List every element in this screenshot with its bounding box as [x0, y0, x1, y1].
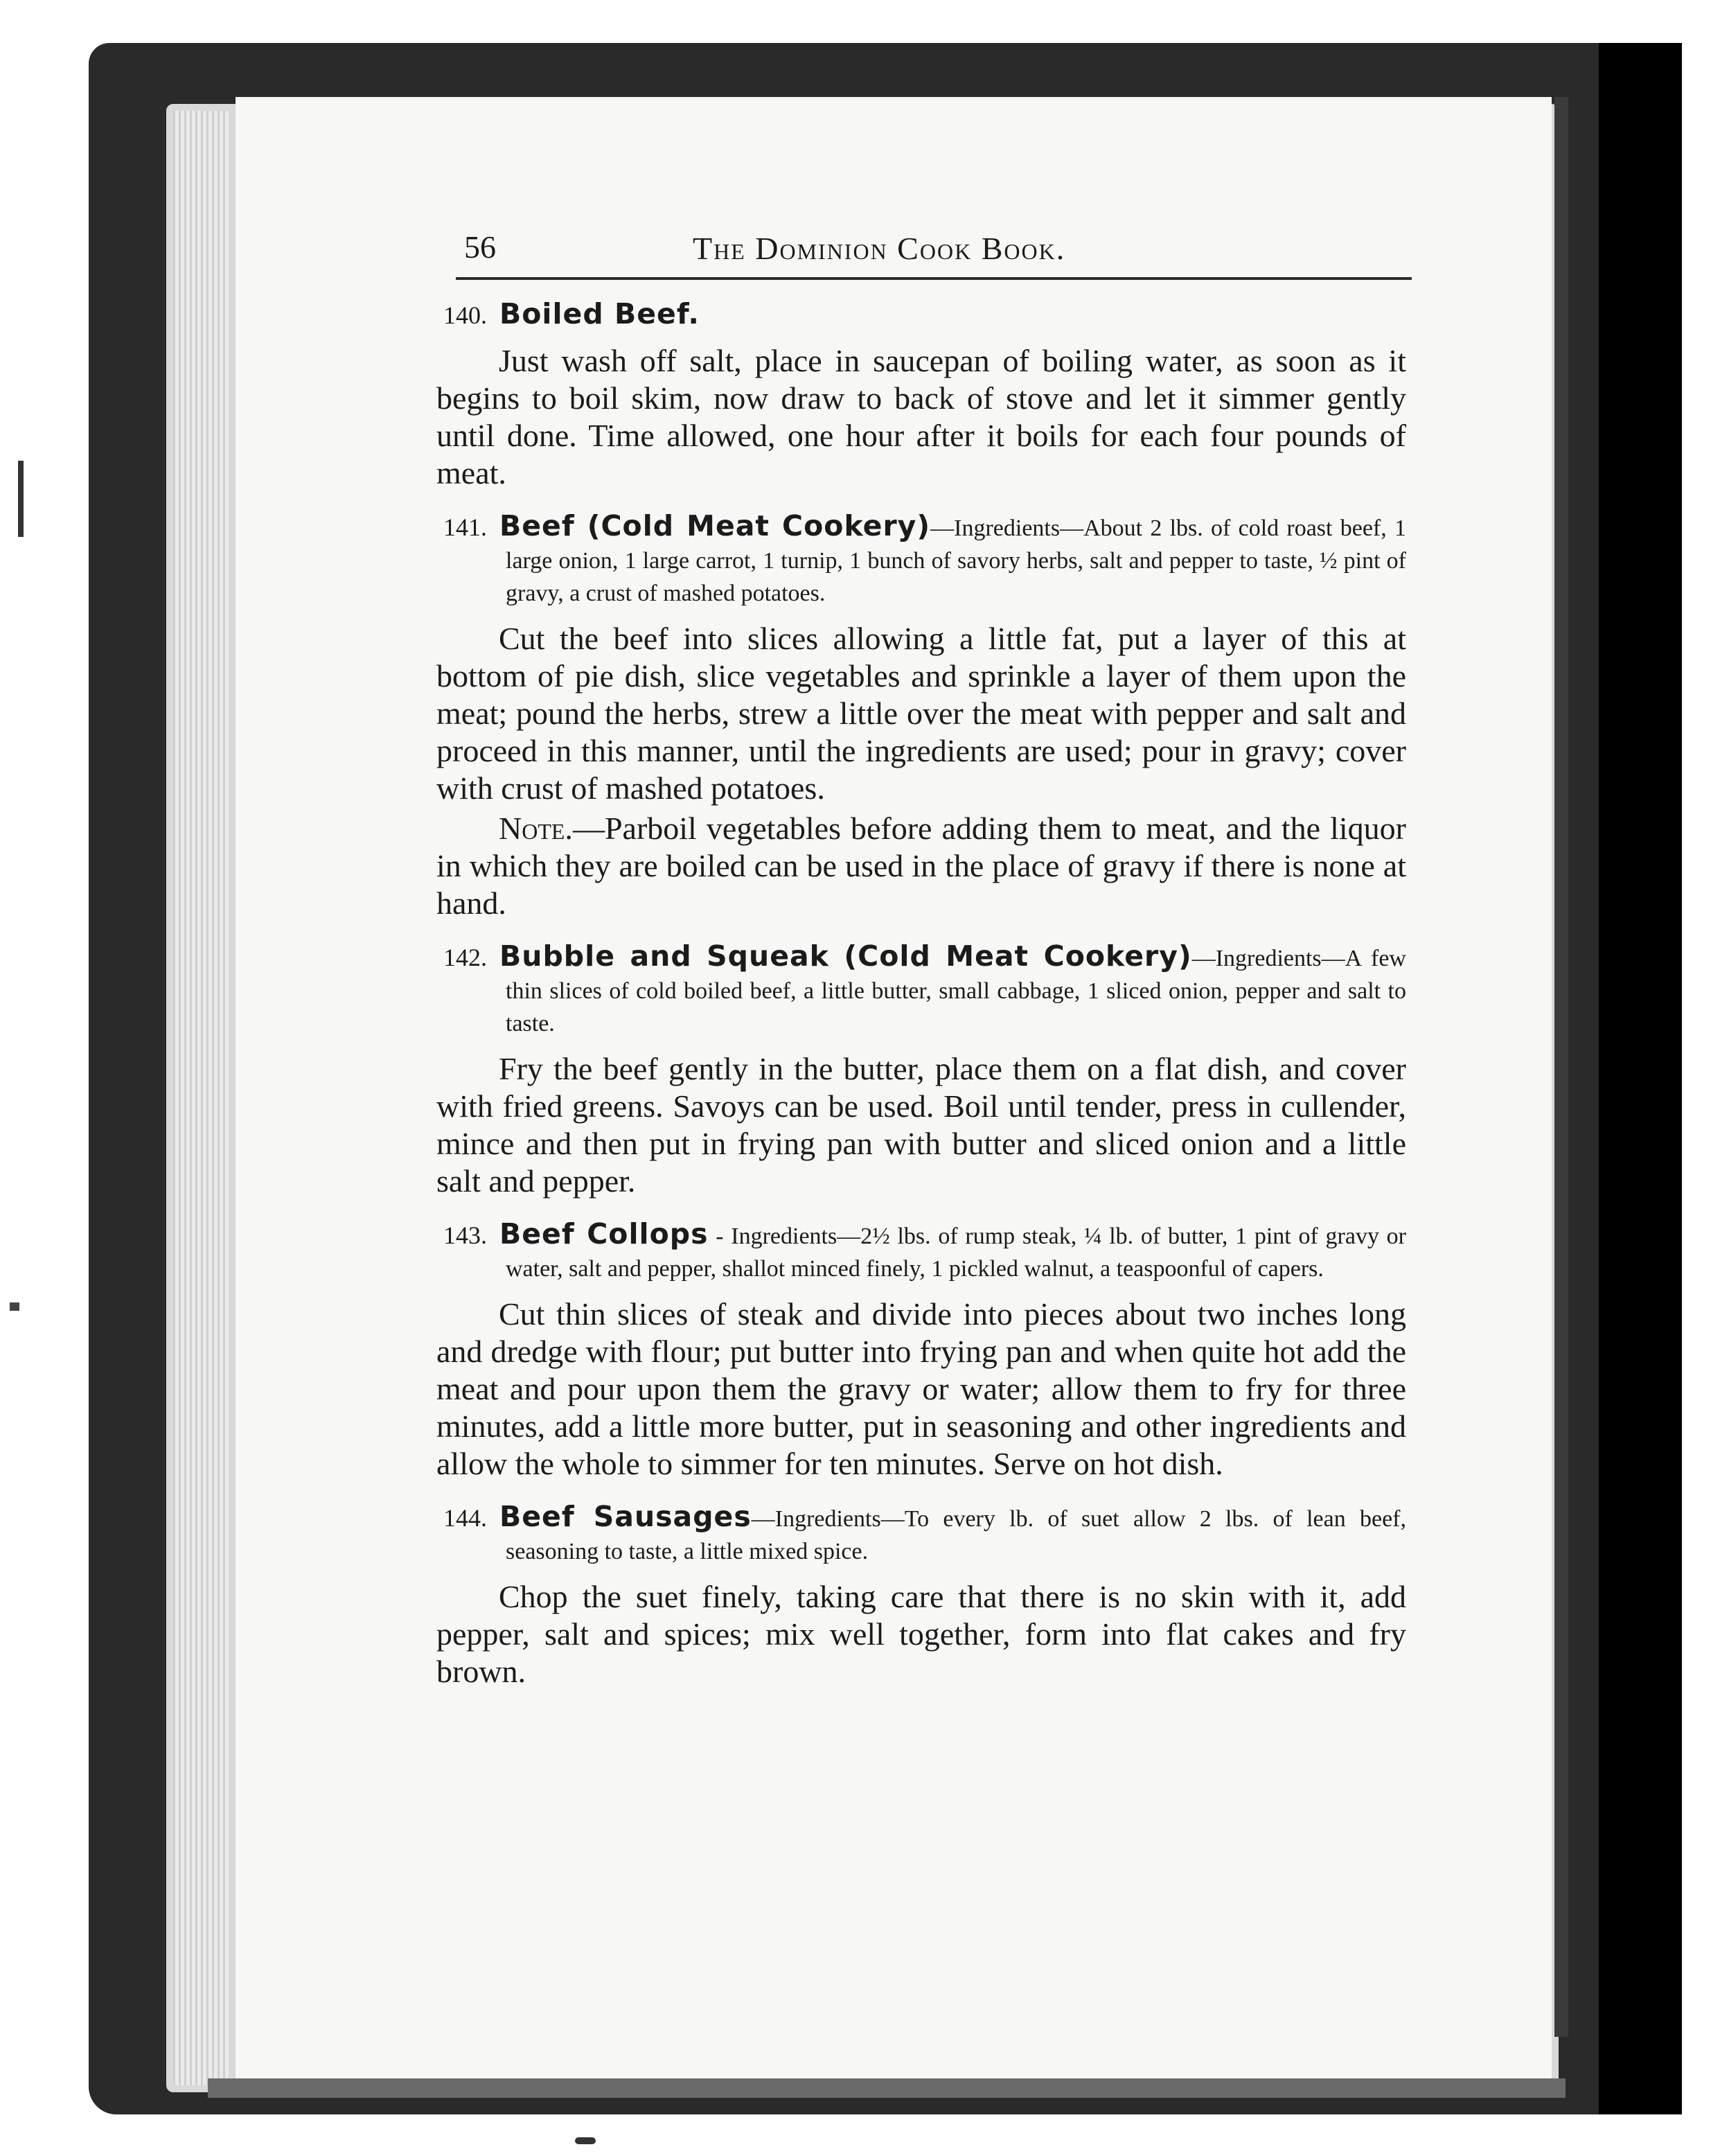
- note-text: —Parboil vegetables before adding them to meat, and the liquor in which they are boiled can be used in the place of gravy if there is none at hand.: [436, 811, 1406, 921]
- recipe-heading: [429, 510, 1406, 609]
- recipe-ingredients: —Ingredients—About 2 lbs. of cold roast beef, 1 large onion, 1 large carrot, 1 turnip, 1 bunch of savory herbs, salt and pepper to taste, ½ pint of gravy, a crust of mashed potatoes.: [506, 515, 1406, 606]
- recipe-heading: [429, 1501, 1406, 1567]
- page-bottom-shadow: [208, 2078, 1566, 2098]
- recipe-title: Beef Sausages: [499, 1500, 752, 1533]
- note-label: Note.: [499, 811, 573, 846]
- recipe-title: Bubble and Squeak (Cold Meat Cookery): [499, 939, 1192, 973]
- page-text: [429, 222, 1406, 1690]
- recipe-paragraph: Cut the beef into slices allowing a little fat, put a layer of this at bottom of pie dish, slice vegetables and sprinkle a layer of them upon the meat; pound the herbs, strew a little over the meat with pepper and salt and proceed in this manner, until the ingredients are used; pour in gravy; cover with crust of mashed potatoes.: [436, 621, 1406, 806]
- recipe-number: 143.: [443, 1221, 487, 1249]
- recipe-141: [429, 510, 1406, 922]
- recipe-number: 140.: [443, 301, 487, 329]
- page-number: 56: [464, 229, 496, 265]
- header-rule: [456, 277, 1412, 280]
- recipe-140: [429, 298, 1406, 492]
- recipe-paragraph: Chop the suet finely, taking care that there is no skin with it, add pepper, salt and spices; mix well together, form into flat cakes and fry brown.: [436, 1579, 1406, 1689]
- recipe-heading: [429, 1218, 1406, 1284]
- recipe-paragraph: Fry the beef gently in the butter, place them on a flat dish, and cover with fried greens. Savoys can be used. Boil until tender, press in cullender, mince and then put in frying pan with butter and sliced onion and a little salt and pepper.: [436, 1051, 1406, 1199]
- cover-edge: [1599, 43, 1682, 2114]
- recipe-note: [436, 810, 1406, 922]
- recipe-heading: [429, 298, 1406, 331]
- recipe-paragraph: Just wash off salt, place in saucepan of boiling water, as soon as it begins to boil skim, now draw to back of stove and let it simmer gently until done. Time allowed, one hour after it boils for each four pounds of meat.: [436, 343, 1406, 491]
- recipe-heading: [429, 940, 1406, 1039]
- scan-mark: [10, 1302, 19, 1311]
- running-head: [429, 222, 1406, 277]
- recipe-title: Beef Collops: [499, 1217, 709, 1251]
- page-edges: [173, 111, 229, 2085]
- recipe-number: 142.: [443, 944, 487, 971]
- scan-mark: [18, 461, 24, 537]
- recipe-paragraph: Cut thin slices of steak and divide into pieces about two inches long and dredge with flour; put butter into frying pan and when quite hot add the meat and pour upon them the gravy or water; allow them to fry for three minutes, add a little more butter, put in seasoning and other ingredients and allow the whole to simmer for ten minutes. Serve on hot dish.: [436, 1296, 1406, 1481]
- recipe-number: 141.: [443, 513, 487, 541]
- recipe-ingredients: - Ingredients—2½ lbs. of rump steak, ¼ lb. of butter, 1 pint of gravy or water, salt and pepper, shallot minced finely, 1 pickled walnut, a teaspoonful of capers.: [506, 1223, 1406, 1282]
- running-title: The Dominion Cook Book.: [693, 231, 1066, 266]
- page-gutter: [1554, 97, 1568, 2037]
- recipe-title: Boiled Beef.: [499, 297, 700, 330]
- recipe-144: [429, 1501, 1406, 1690]
- scan-mark: [575, 2137, 596, 2144]
- recipe-143: [429, 1218, 1406, 1483]
- recipe-142: [429, 940, 1406, 1200]
- recipe-ingredients: —Ingredients—To every lb. of suet allow 2 lbs. of lean beef, seasoning to taste, a little mixed spice.: [506, 1506, 1406, 1564]
- recipe-number: 144.: [443, 1504, 487, 1532]
- recipe-title: Beef (Cold Meat Cookery): [499, 509, 931, 542]
- recipe-ingredients: —Ingredients—A few thin slices of cold boiled beef, a little butter, small cabbage, 1 sliced onion, pepper and salt to taste.: [506, 946, 1406, 1036]
